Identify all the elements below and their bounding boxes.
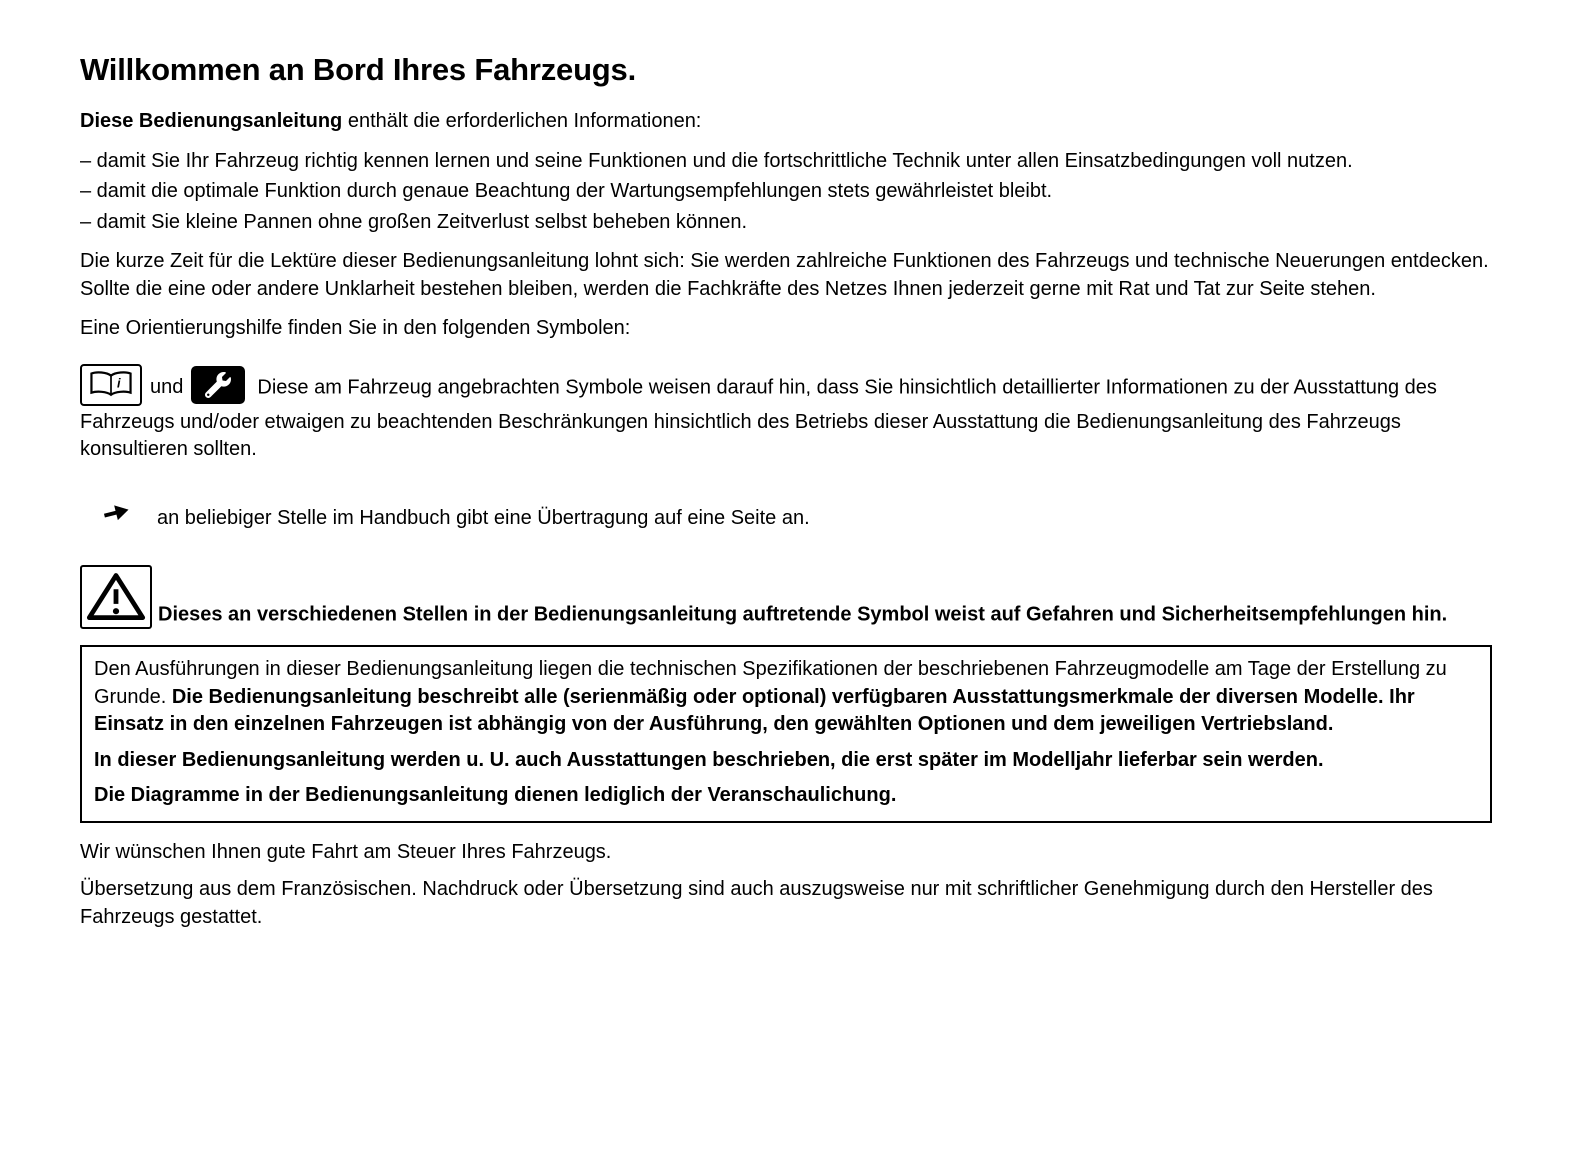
bullet-item: – damit die optimale Funktion durch genaue Beachtung der Wartungsempfehlungen stets gewährleistet bleibt.	[80, 180, 1053, 202]
notice-box	[80, 645, 1492, 823]
arrow-text: an beliebiger Stelle im Handbuch gibt eine Übertragung auf eine Seite an.	[157, 506, 810, 529]
notice-paragraph-1	[94, 656, 1478, 739]
intro-paragraph	[80, 108, 1492, 136]
page-reference-arrow-icon	[101, 499, 134, 534]
bullet-list	[80, 148, 1492, 237]
symbols-intro-paragraph: Eine Orientierungshilfe finden Sie in den folgenden Symbolen:	[80, 317, 631, 339]
wrench-icon	[191, 366, 245, 404]
open-book-icon	[80, 364, 142, 406]
bullet-item: – damit Sie kleine Pannen ohne großen Zeitverlust selbst beheben können.	[80, 210, 748, 233]
symbols-paragraph	[80, 367, 1492, 464]
symbols-und-text: und	[150, 375, 184, 398]
notice-paragraph-2: In dieser Bedienungsanleitung werden u. U. auch Ausstattungen beschrieben, die erst später im Modelljahr lieferbar sein werden.	[94, 748, 1324, 771]
notice-paragraph-3: Die Diagramme in der Bedienungsanleitung dienen lediglich der Veranschaulichung.	[94, 784, 897, 806]
svg-text:i: i	[116, 375, 121, 391]
symbols-text: Diese am Fahrzeug angebrachten Symbole weisen darauf hin, dass Sie hinsichtlich detaillierter Informationen zu der Ausstattung des Fahrzeugs und/oder etwaigen zu beachtenden Beschränkungen hinsichtlich des Betriebs dieser Ausstattung die Bedienungsanleitung des Fahrzeugs konsultieren sollten.	[80, 375, 1437, 460]
warning-text: Dieses an verschiedenen Stellen in der Bedienungsanleitung auftretende Symbol weist auf Gefahren und Sicherheitsempfehlungen hin.	[158, 603, 1448, 626]
lecture-paragraph: Die kurze Zeit für die Lektüre dieser Bedienungsanleitung lohnt sich: Sie werden zahlreiche Funktionen des Fahrzeugs und technische Neuerungen entdecken. Sollte die eine oder andere Unklarheit bestehen bleiben, werden die Fachkräfte des Netzes Ihnen jederzeit gerne mit Rat und Tat zur Seite stehen.	[80, 250, 1489, 300]
intro-rest-text: enthält die erforderlichen Informationen:	[342, 110, 702, 132]
bullet-item: – damit Sie Ihr Fahrzeug richtig kennen lernen und seine Funktionen und die fortschrittliche Technik unter allen Einsatzbedingungen voll nutzen.	[80, 149, 1353, 172]
warning-triangle-icon	[80, 565, 152, 629]
notice-paragraph-1-regular: Den Ausführungen in dieser Bedienungsanleitung liegen die technischen Spezifikationen der beschriebenen Fahrzeugmodelle am Tage der Erstellung zu Grunde.	[94, 658, 1447, 708]
warning-paragraph	[80, 565, 1492, 629]
arrow-paragraph	[80, 504, 1492, 534]
closing-paragraph-copyright: Übersetzung aus dem Französischen. Nachdruck oder Übersetzung sind auch auszugsweise nur mit schriftlicher Genehmigung durch den Hersteller des Fahrzeugs gestattet.	[80, 878, 1433, 928]
page-title: Willkommen an Bord Ihres Fahrzeugs.	[80, 52, 636, 87]
notice-paragraph-1-bold: Die Bedienungsanleitung beschreibt alle (serienmäßig oder optional) verfügbaren Ausstattungsmerkmale der diversen Modelle. Ihr Einsatz in den einzelnen Fahrzeugen ist abhängig von der Ausführung, den gewählten Optionen und dem jeweiligen Vertriebsland.	[94, 685, 1415, 735]
intro-bold-text: Diese Bedienungsanleitung	[80, 110, 343, 132]
closing-paragraph-wishes: Wir wünschen Ihnen gute Fahrt am Steuer Ihres Fahrzeugs.	[80, 840, 612, 863]
